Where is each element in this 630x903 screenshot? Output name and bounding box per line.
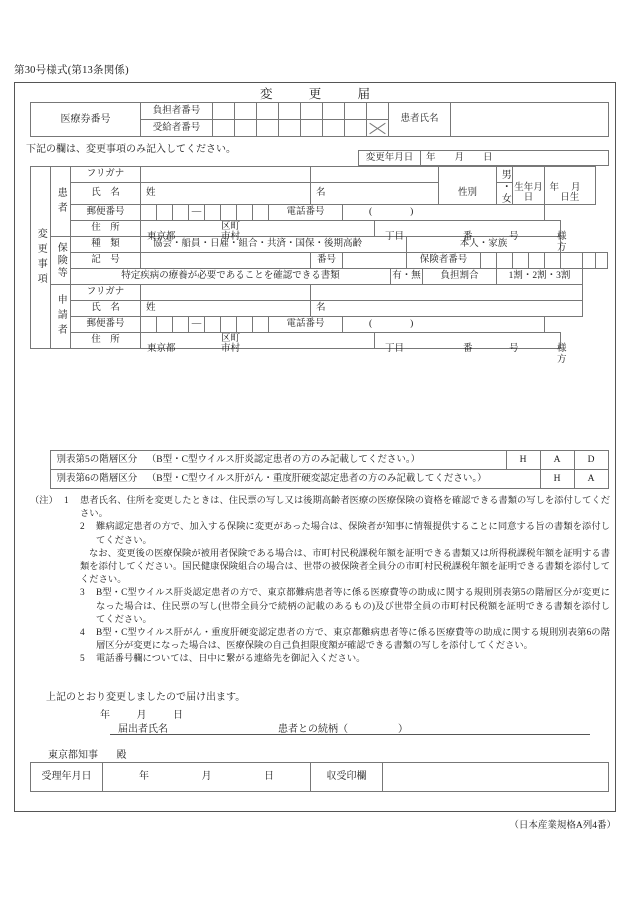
note-subtext: なお、変更後の医療保険が被用者保険である場合は、市町村民税課税年額を証明できる書類又は所得税課税年額を証明する書類を添付してください。国民健康保険組合の場合は、世帯の被保険者全員分の市町村民税課税年額を証明できる書類を添付してください。 bbox=[80, 548, 610, 586]
patient-address-pref: 東京都 bbox=[147, 232, 176, 243]
birth-month: 月 bbox=[570, 182, 581, 193]
applicant-postal-6[interactable] bbox=[237, 317, 253, 333]
receipt-day: 日 bbox=[264, 771, 274, 783]
patient-postal-1[interactable] bbox=[141, 205, 157, 221]
patient-postal-6[interactable] bbox=[237, 205, 253, 221]
patient-givenname-field[interactable] bbox=[311, 183, 439, 205]
insurance-symbol-value[interactable] bbox=[141, 253, 311, 269]
betten5-note: （B型・C型ウイルス肝炎認定患者の方のみ記載してください。） bbox=[146, 454, 421, 465]
main-table bbox=[30, 166, 608, 366]
applicant-tel-label: 電話番号 bbox=[269, 317, 343, 333]
note-number: 3 bbox=[80, 588, 85, 599]
insurer-cell-3[interactable] bbox=[513, 253, 529, 269]
applicant-name-label: 氏 名 bbox=[71, 301, 141, 317]
applicant-givenname-label: 名 bbox=[316, 303, 326, 314]
gender-label: 性別 bbox=[439, 183, 497, 205]
note-text: 患者氏名、住所を変更したときは、住民票の写し又は後期高齢者医療の医療保険の資格を確認できる書類の写しを添付してください。 bbox=[80, 496, 610, 520]
payer-cell-2[interactable] bbox=[235, 103, 257, 120]
paper-size-note: （日本産業規格A列4番） bbox=[509, 821, 616, 831]
voucher-number-section bbox=[30, 102, 609, 137]
change-items-section bbox=[30, 166, 608, 366]
patient-postal-label: 郵便番号 bbox=[71, 205, 141, 221]
payer-cell-7[interactable] bbox=[345, 103, 367, 120]
recipient-cell-8-crossed-icon bbox=[367, 120, 389, 137]
relation-to-patient-label: 患者との続柄（ ） bbox=[278, 724, 408, 735]
insurance-symbol-label: 記 号 bbox=[71, 253, 141, 269]
applicant-address-field-1[interactable] bbox=[141, 333, 375, 355]
note-number: 4 bbox=[80, 627, 85, 638]
insurance-holder-options[interactable]: 本人・家族 bbox=[407, 237, 561, 253]
betten-side-spacer bbox=[30, 451, 50, 489]
insurance-number-label: 番号 bbox=[311, 253, 343, 269]
side-label-applicant: 申請者 bbox=[51, 285, 71, 349]
note-text: B型・C型ウイルス肝炎認定患者の方で、東京都難病患者等に係る医療費等の助成に関する規則別表第5の階層区分が変更になった場合は、住民票の写し(世帯全員分で続柄の記載のあるもの)及び世帯全員の市町村民税額を証明できる書類を添付してください。 bbox=[96, 588, 610, 625]
patient-tel-field[interactable]: ( ) bbox=[343, 205, 545, 221]
title-char-1: 変 bbox=[259, 87, 273, 101]
insurer-cell-5[interactable] bbox=[545, 253, 561, 269]
patient-postal-dash: — bbox=[189, 205, 205, 221]
applicant-postal-2[interactable] bbox=[157, 317, 173, 333]
applicant-address-pref: 東京都 bbox=[147, 344, 176, 355]
receipt-date-label: 受理年月日 bbox=[31, 763, 103, 792]
applicant-address-shi: 市村 bbox=[221, 344, 241, 355]
payer-number-label: 負担者番号 bbox=[141, 103, 213, 120]
patient-furigana-label: フリガナ bbox=[71, 167, 141, 183]
insurance-type-label: 種 類 bbox=[71, 237, 141, 253]
note-text: B型・C型ウイルス肝がん・重度肝硬変認定患者の方で、東京都難病患者等に係る医療費等の助成に関する規則別表第6の階層区分が変更になった場合は、医療保険の自己負担限度額が確認できる書類の写しを添付してください。 bbox=[96, 627, 610, 652]
burden-ratio-label: 負担割合 bbox=[423, 269, 497, 285]
birth-date-field[interactable] bbox=[545, 183, 595, 205]
note-item bbox=[80, 653, 610, 666]
receipt-stamp-label: 収受印欄 bbox=[311, 763, 383, 792]
patient-address-label: 住 所 bbox=[71, 221, 141, 237]
patient-surname-label: 姓 bbox=[146, 188, 156, 199]
governor-label: 東京都知事 bbox=[48, 750, 98, 761]
page-title bbox=[14, 84, 616, 102]
change-date-month: 月 bbox=[454, 152, 465, 163]
recipient-cell-5[interactable] bbox=[301, 120, 323, 137]
applicant-furigana-label: フリガナ bbox=[71, 285, 141, 301]
insurer-cell-8[interactable] bbox=[595, 253, 608, 269]
specific-disease-doc-options[interactable]: 有・無 bbox=[391, 269, 423, 285]
note-text: 難病認定患者の方で、加入する保険に変更があった場合は、保険者が知事に情報提供することに同意する旨の書類を添付してください。 bbox=[96, 522, 610, 546]
gender-label-cell bbox=[439, 167, 497, 183]
receipt-year: 年 bbox=[139, 771, 149, 783]
governor-line bbox=[48, 746, 127, 761]
applicant-furigana-surname[interactable] bbox=[141, 285, 311, 301]
side-label-patient: 患者 bbox=[51, 167, 71, 237]
applicant-surname-label: 姓 bbox=[146, 303, 156, 314]
receipt-date-field[interactable] bbox=[103, 763, 311, 792]
patient-postal-4[interactable] bbox=[205, 205, 221, 221]
insurer-cell-4[interactable] bbox=[529, 253, 545, 269]
note-text: 電話番号欄については、日中に繋がる連絡先を御記入ください。 bbox=[96, 654, 366, 665]
birth-label-cell bbox=[513, 167, 545, 183]
insurance-type-options[interactable]: 協会・船員・日雇・組合・共済・国保・後期高齢 bbox=[141, 237, 407, 253]
dono-label: 殿 bbox=[116, 750, 127, 761]
change-date-value[interactable] bbox=[421, 151, 609, 166]
patient-address-ku: 区町 bbox=[221, 222, 241, 233]
recipient-cell-6[interactable] bbox=[323, 120, 345, 137]
note-number: 1 bbox=[64, 496, 69, 506]
applicant-address-ku: 区町 bbox=[221, 334, 241, 345]
applicant-address-samakata: 様方 bbox=[557, 344, 567, 366]
insurer-cell-6[interactable] bbox=[561, 253, 583, 269]
betten-table bbox=[30, 450, 609, 489]
birth-year: 年 bbox=[549, 182, 560, 193]
insurer-number-label: 保険者番号 bbox=[407, 253, 481, 269]
gender-options[interactable]: 男・女 bbox=[497, 167, 513, 183]
patient-name-label-main: 氏 名 bbox=[71, 183, 141, 205]
applicant-address-label: 住 所 bbox=[71, 333, 141, 349]
note-item bbox=[80, 587, 610, 627]
birth-day: 日生 bbox=[560, 193, 580, 204]
specific-disease-doc-label: 特定疾病の療養が必要であることを確認できる書類 bbox=[71, 269, 391, 285]
side-label-insurance: 保険等 bbox=[51, 237, 71, 285]
betten5-rank-d[interactable]: D bbox=[574, 451, 608, 470]
betten6-label-text: 別表第6の階層区分 bbox=[56, 473, 138, 484]
patient-address-gou: 号 bbox=[509, 232, 519, 243]
patient-furigana-given[interactable] bbox=[311, 167, 439, 183]
recipient-cell-4[interactable] bbox=[279, 120, 301, 137]
notes-section bbox=[30, 495, 610, 666]
insurer-cell-7[interactable] bbox=[583, 253, 595, 269]
note-item bbox=[80, 627, 610, 653]
applicant-address-field-2[interactable] bbox=[375, 333, 567, 366]
receipt-section bbox=[30, 762, 609, 792]
applicant-postal-dash: — bbox=[189, 317, 205, 333]
change-date-year: 年 bbox=[426, 152, 436, 163]
patient-address-field-1[interactable] bbox=[141, 221, 375, 243]
patient-address-shi: 市村 bbox=[221, 232, 241, 243]
notes-keyword: （注） bbox=[30, 496, 58, 506]
betten6-rank-a[interactable]: A bbox=[574, 470, 608, 489]
receipt-month: 月 bbox=[201, 771, 212, 783]
betten5-label-text: 別表第5の階層区分 bbox=[56, 454, 138, 465]
patient-address-chome: 丁目 bbox=[385, 232, 405, 243]
voucher-table bbox=[30, 102, 609, 137]
change-date-label: 変更年月日 bbox=[359, 151, 421, 166]
applicant-tel-field[interactable]: ( ) bbox=[343, 317, 545, 333]
form-number: 第30号様式(第13条関係) bbox=[14, 65, 129, 76]
applicant-postal-4[interactable] bbox=[205, 317, 221, 333]
recipient-number-label: 受給者番号 bbox=[141, 120, 213, 137]
applicant-address-chome: 丁目 bbox=[385, 344, 405, 355]
declaration-text: 上記のとおり変更しましたので届け出ます。 bbox=[46, 692, 246, 703]
side-label-change-items: 変更事項 bbox=[31, 167, 51, 349]
change-date-day: 日 bbox=[483, 152, 493, 163]
patient-address-ban: 番 bbox=[463, 232, 473, 243]
note-item bbox=[80, 521, 610, 547]
applicant-furigana-given[interactable] bbox=[311, 285, 583, 301]
note-number: 2 bbox=[80, 522, 85, 533]
patient-furigana-surname[interactable] bbox=[141, 167, 311, 183]
applicant-postal-5[interactable] bbox=[221, 317, 237, 333]
birth-label bbox=[513, 183, 545, 205]
birth-value-cell bbox=[545, 167, 595, 183]
applicant-surname-field[interactable] bbox=[141, 301, 311, 317]
burden-ratio-options[interactable]: 1割・2割・3割 bbox=[497, 269, 583, 285]
payer-cell-5[interactable] bbox=[301, 103, 323, 120]
voucher-label: 医療券番号 bbox=[31, 103, 141, 137]
recipient-cell-3[interactable] bbox=[257, 120, 279, 137]
insurer-cell-1[interactable] bbox=[481, 253, 497, 269]
applicant-givenname-field[interactable] bbox=[311, 301, 583, 317]
receipt-stamp-field[interactable] bbox=[383, 763, 609, 792]
submitter-name-label: 届出者氏名 bbox=[118, 724, 168, 735]
insurer-cell-2[interactable] bbox=[497, 253, 513, 269]
betten6-label bbox=[50, 470, 540, 489]
insurance-number-value[interactable] bbox=[343, 253, 407, 269]
betten5-rank-h[interactable]: H bbox=[506, 451, 540, 470]
payer-cell-3[interactable] bbox=[257, 103, 279, 120]
applicant-postal-1[interactable] bbox=[141, 317, 157, 333]
patient-name-value[interactable] bbox=[451, 103, 609, 137]
title-char-3: 届 bbox=[357, 87, 371, 101]
note-subtext-row bbox=[80, 548, 610, 588]
receipt-table bbox=[30, 762, 609, 792]
change-date-section bbox=[358, 150, 609, 166]
patient-postal-7[interactable] bbox=[253, 205, 269, 221]
applicant-postal-label: 郵便番号 bbox=[71, 317, 141, 333]
payer-cell-6[interactable] bbox=[323, 103, 345, 120]
applicant-postal-7[interactable] bbox=[253, 317, 269, 333]
recipient-cell-2[interactable] bbox=[235, 120, 257, 137]
patient-surname-field[interactable] bbox=[141, 183, 311, 205]
patient-postal-3[interactable] bbox=[173, 205, 189, 221]
payer-cell-1[interactable] bbox=[213, 103, 235, 120]
applicant-address-kushi bbox=[221, 335, 240, 355]
declaration-year: 年 bbox=[100, 710, 110, 721]
patient-name-label: 患者氏名 bbox=[389, 103, 451, 137]
applicant-address-gou: 号 bbox=[509, 344, 519, 355]
note-number: 5 bbox=[80, 654, 85, 665]
betten5-rank-a[interactable]: A bbox=[540, 451, 574, 470]
note-item bbox=[30, 495, 610, 521]
instruction-text: 下記の欄は、変更事項のみ記入してください。 bbox=[26, 144, 236, 155]
betten-section bbox=[30, 450, 609, 489]
betten6-note: （B型・C型ウイルス肝がん・重度肝硬変認定患者の方のみ記載してください。） bbox=[146, 473, 487, 484]
signature-line[interactable] bbox=[110, 720, 590, 735]
applicant-address-ban: 番 bbox=[463, 344, 473, 355]
payer-cell-8[interactable] bbox=[367, 103, 389, 120]
recipient-cell-7[interactable] bbox=[345, 120, 367, 137]
patient-postal-5[interactable] bbox=[221, 205, 237, 221]
patient-address-samakata: 様方 bbox=[557, 232, 567, 254]
recipient-cell-1[interactable] bbox=[213, 120, 235, 137]
payer-cell-4[interactable] bbox=[279, 103, 301, 120]
patient-postal-2[interactable] bbox=[157, 205, 173, 221]
applicant-postal-3[interactable] bbox=[173, 317, 189, 333]
change-date-table bbox=[358, 150, 609, 166]
betten5-label bbox=[50, 451, 506, 470]
title-char-2: 更 bbox=[308, 87, 322, 101]
birth-label-text: 生年月日 bbox=[514, 182, 543, 204]
patient-givenname-label: 名 bbox=[316, 188, 326, 199]
betten6-rank-h[interactable]: H bbox=[540, 470, 574, 489]
declaration-day: 日 bbox=[173, 710, 183, 721]
patient-tel-label: 電話番号 bbox=[269, 205, 343, 221]
patient-address-kushi bbox=[221, 223, 240, 243]
declaration-date-line bbox=[100, 706, 207, 721]
declaration-month: 月 bbox=[136, 710, 147, 721]
